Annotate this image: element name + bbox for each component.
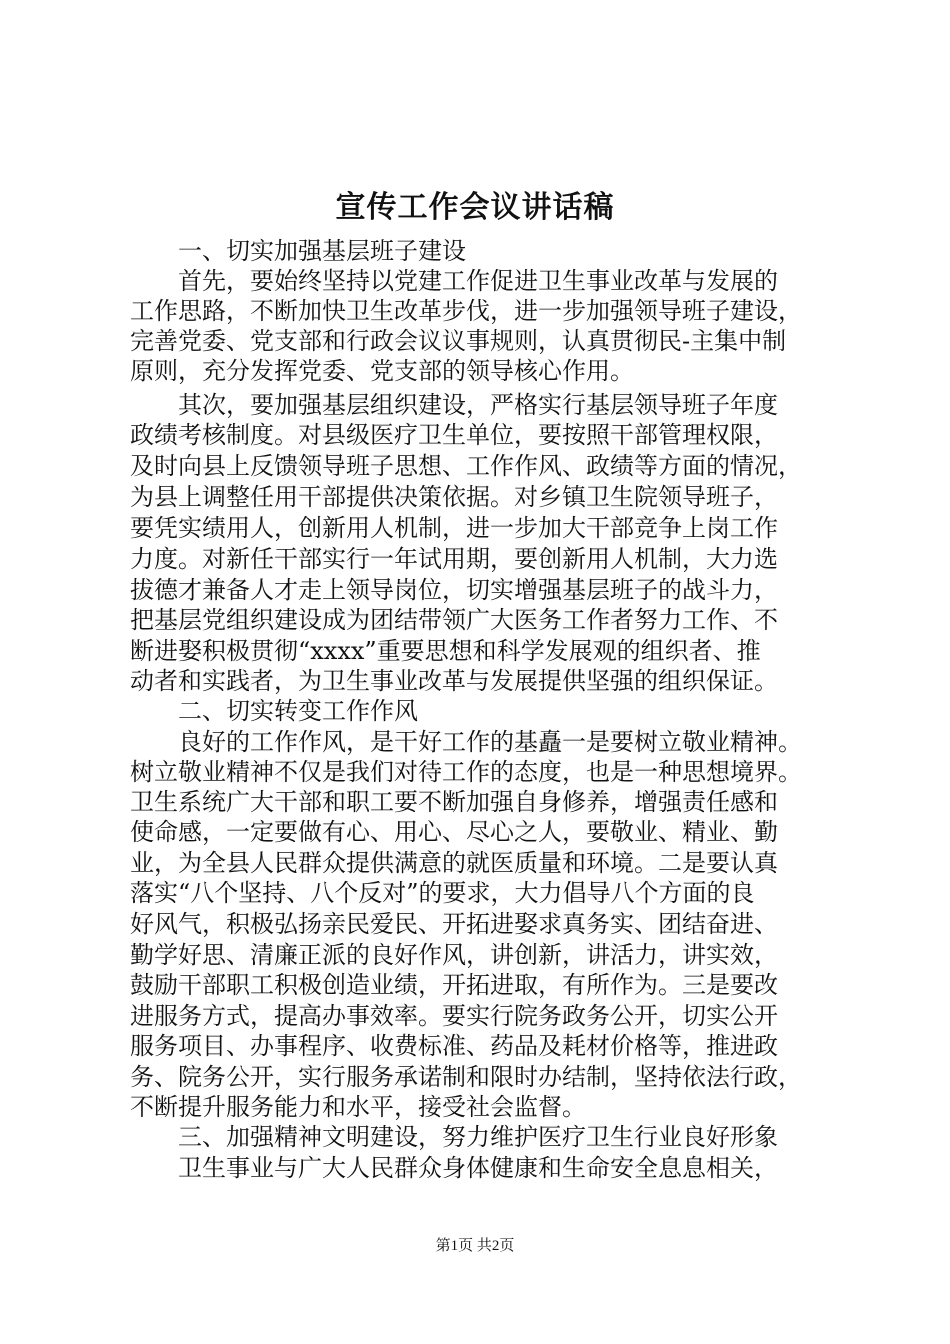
document-title: 宣传工作会议讲话稿	[335, 190, 615, 225]
paragraph-line: 工作思路，不断加快卫生改革步伐，进一步加强领导班子建设，	[130, 297, 802, 325]
paragraph-line: 落实“八个坚持、八个反对”的要求，大力倡导八个方面的良	[130, 879, 755, 907]
paragraph-line: 卫生系统广大干部和职工要不断加强自身修养，增强责任感和	[130, 788, 778, 816]
section-heading-1: 一、切实加强基层班子建设	[178, 237, 466, 265]
paragraph-line: 拔德才兼备人才走上领导岗位，切实增强基层班子的战斗力，	[130, 576, 778, 604]
paragraph-line: 断进娶积极贯彻“xxxx”重要思想和科学发展观的组织者、推	[130, 637, 761, 665]
paragraph-line: 使命感，一定要做有心、用心、尽心之人，要敬业、精业、勤	[130, 818, 778, 846]
paragraph-line: 力度。对新任干部实行一年试用期，要创新用人机制，大力选	[130, 545, 778, 573]
paragraph-line: 原则，充分发挥党委、党支部的领导核心作用。	[130, 357, 634, 385]
paragraph-line: 树立敬业精神不仅是我们对待工作的态度，也是一种思想境界。	[130, 758, 802, 786]
paragraph-line: 要凭实绩用人，创新用人机制，进一步加大干部竞争上岗工作	[130, 514, 778, 542]
paragraph-line: 不断提升服务能力和水平，接受社会监督。	[130, 1093, 586, 1121]
section-heading-3: 三、加强精神文明建设，努力维护医疗卫生行业良好形象	[178, 1123, 778, 1151]
paragraph-line: 把基层党组织建设成为团结带领广大医务工作者努力工作、不	[130, 606, 778, 634]
paragraph-line: 良好的工作作风，是干好工作的基矗一是要树立敬业精神。	[178, 728, 802, 756]
section-heading-2: 二、切实转变工作作风	[178, 697, 418, 725]
paragraph-line: 及时向县上反馈领导班子思想、工作作风、政绩等方面的情况，	[130, 452, 802, 480]
paragraph-line: 政绩考核制度。对县级医疗卫生单位，要按照干部管理权限，	[130, 421, 778, 449]
paragraph-line: 进服务方式，提高办事效率。要实行院务政务公开，切实公开	[130, 1002, 778, 1030]
paragraph-line: 动者和实践者，为卫生事业改革与发展提供坚强的组织保证。	[130, 667, 778, 695]
paragraph-line: 完善党委、党支部和行政会议议事规则，认真贯彻民-主集中制	[130, 327, 787, 355]
paragraph-line: 好风气，积极弘扬亲民爱民、开拓进娶求真务实、团结奋进、	[130, 910, 778, 938]
paragraph-line: 服务项目、办事程序、收费标准、药品及耗材价格等，推进政	[130, 1032, 778, 1060]
page-number-footer: 第1页 共2页	[435, 1238, 515, 1254]
paragraph-line: 勤学好思、清廉正派的良好作风，讲创新，讲活力，讲实效，	[130, 941, 778, 969]
paragraph-line: 卫生事业与广大人民群众身体健康和生命安全息息相关，	[178, 1154, 778, 1182]
paragraph-line: 首先，要始终坚持以党建工作促进卫生事业改革与发展的	[178, 267, 778, 295]
paragraph-line: 鼓励干部职工积极创造业绩，开拓进取，有所作为。三是要改	[130, 971, 778, 999]
paragraph-line: 其次，要加强基层组织建设，严格实行基层领导班子年度	[178, 391, 778, 419]
paragraph-line: 务、院务公开，实行服务承诺制和限时办结制，坚持依法行政，	[130, 1063, 802, 1091]
paragraph-line: 为县上调整任用干部提供决策依据。对乡镇卫生院领导班子，	[130, 483, 778, 511]
paragraph-line: 业，为全县人民群众提供满意的就医质量和环境。二是要认真	[130, 849, 778, 877]
